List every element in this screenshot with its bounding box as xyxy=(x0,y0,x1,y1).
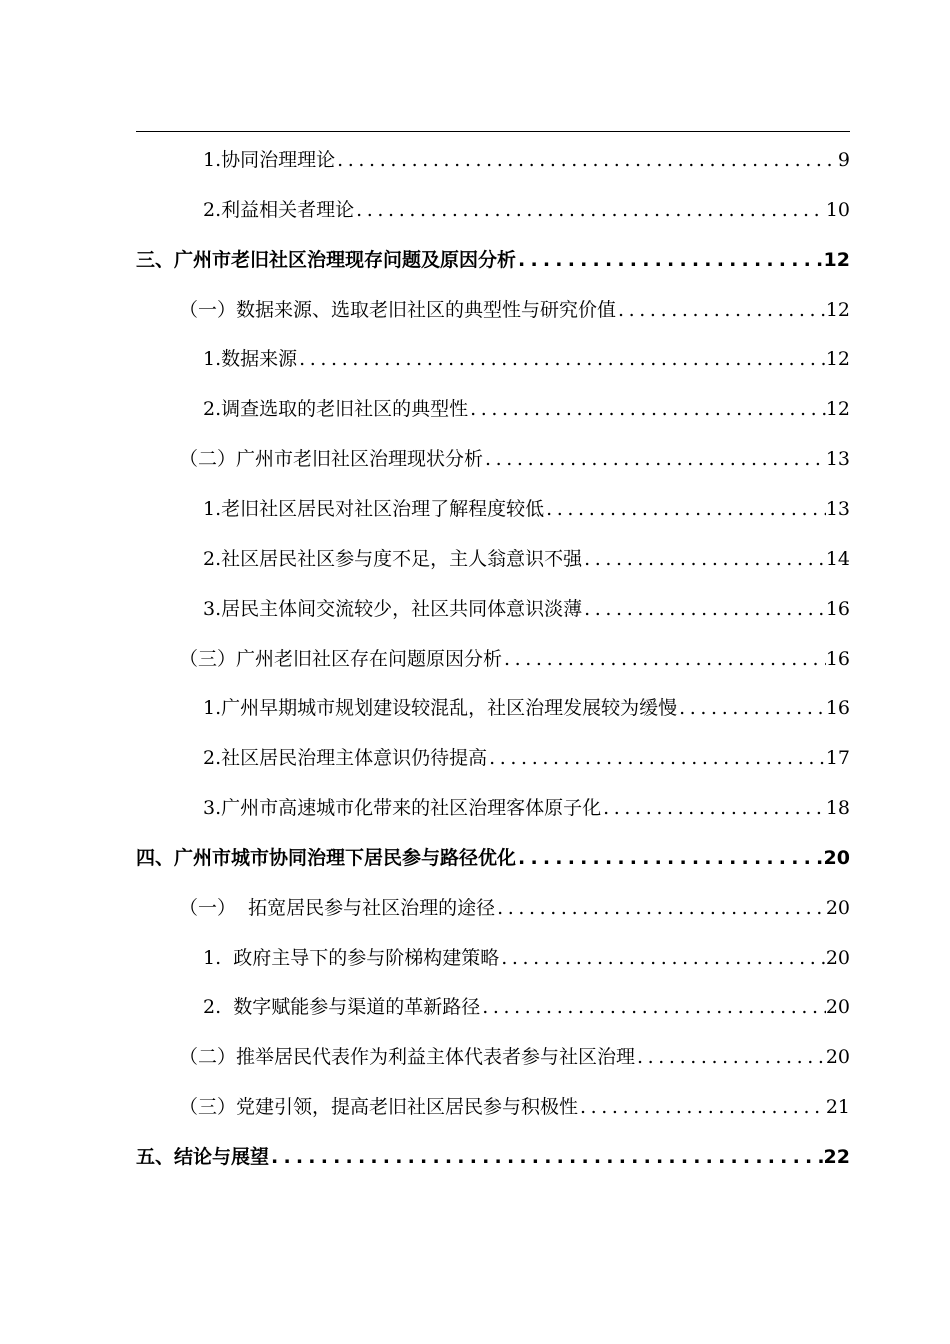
toc-entry-label: 1. 政府主导下的参与阶梯构建策略 xyxy=(203,947,500,969)
toc-entry-page: 12 xyxy=(825,299,850,321)
toc-entry-label: 1.数据来源 xyxy=(203,348,298,370)
toc-entry-label: （一） 拓宽居民参与社区治理的途径 xyxy=(179,897,496,919)
toc-leader-dots xyxy=(578,1092,826,1122)
toc-chapter-entry[interactable] xyxy=(136,843,850,873)
toc-entry-label: （三）党建引领，提高老旧社区居民参与积极性 xyxy=(179,1096,579,1118)
toc-entry[interactable] xyxy=(203,793,850,823)
toc-chapter-entry[interactable] xyxy=(136,245,850,275)
toc-entry-label: 广州市老旧社区治理现存问题及原因分析 xyxy=(174,249,517,271)
toc-entry-label: （一）数据来源、选取老旧社区的典型性与研究价值 xyxy=(179,299,617,321)
toc-entry[interactable] xyxy=(203,943,850,973)
toc-leader-dots xyxy=(582,594,826,624)
toc-leader-dots xyxy=(616,295,826,325)
toc-chapter-entry[interactable] xyxy=(136,1142,850,1172)
toc-leader-dots xyxy=(468,394,826,424)
toc-entry-page: 12 xyxy=(823,249,850,271)
toc-leader-dots xyxy=(582,544,826,574)
toc-entry-label: 2.利益相关者理论 xyxy=(203,199,355,221)
toc-entry[interactable] xyxy=(203,195,850,225)
toc-entry-page: 14 xyxy=(825,548,850,570)
toc-leader-dots xyxy=(544,494,826,524)
toc-entry[interactable] xyxy=(179,893,850,923)
header-rule xyxy=(136,131,850,132)
toc-entry-page: 20 xyxy=(825,1046,850,1068)
toc-entry-page: 20 xyxy=(825,996,850,1018)
toc-entry-page: 16 xyxy=(825,648,850,670)
toc-leader-dots xyxy=(297,344,826,374)
toc-chapter-number: 四、 xyxy=(136,847,175,869)
toc-entry-label: 1.协同治理理论 xyxy=(203,149,336,171)
toc-entry-label: （二）广州市老旧社区治理现状分析 xyxy=(179,448,484,470)
toc-entry-label: 广州市城市协同治理下居民参与路径优化 xyxy=(174,847,517,869)
toc-entry[interactable] xyxy=(179,644,850,674)
toc-entry-page: 16 xyxy=(825,598,850,620)
toc-entry-page: 21 xyxy=(825,1096,850,1118)
toc-entry-page: 20 xyxy=(823,847,850,869)
toc-entry[interactable] xyxy=(203,394,850,424)
toc-leader-dots xyxy=(516,245,824,275)
toc-entry-label: （二）推举居民代表作为利益主体代表者参与社区治理 xyxy=(179,1046,636,1068)
toc-entry-page: 10 xyxy=(825,199,850,221)
toc-entry-page: 22 xyxy=(823,1146,850,1168)
toc-entry-page: 20 xyxy=(825,897,850,919)
toc-chapter-number: 五、 xyxy=(136,1146,175,1168)
toc-leader-dots xyxy=(502,644,826,674)
toc-entry[interactable] xyxy=(203,344,850,374)
toc-chapter-number: 三、 xyxy=(136,249,175,271)
toc-entry-page: 16 xyxy=(825,697,850,719)
toc-entry-label: 2.社区居民社区参与度不足，主人翁意识不强 xyxy=(203,548,583,570)
toc-entry-label: （三）广州老旧社区存在问题原因分析 xyxy=(179,648,503,670)
toc-entry-page: 13 xyxy=(825,498,850,520)
toc-leader-dots xyxy=(480,992,826,1022)
toc-entry[interactable] xyxy=(203,743,850,773)
toc-entry-page: 18 xyxy=(825,797,850,819)
toc-leader-dots xyxy=(335,145,838,175)
toc-leader-dots xyxy=(677,693,826,723)
toc-entry-label: 3.居民主体间交流较少，社区共同体意识淡薄 xyxy=(203,598,583,620)
toc-leader-dots xyxy=(499,943,826,973)
toc-entry-page: 13 xyxy=(825,448,850,470)
toc-leader-dots xyxy=(635,1042,826,1072)
toc-entry-label: 2.社区居民治理主体意识仍待提高 xyxy=(203,747,488,769)
toc-leader-dots xyxy=(354,195,826,225)
toc-entry-label: 1.广州早期城市规划建设较混乱，社区治理发展较为缓慢 xyxy=(203,697,678,719)
toc-leader-dots xyxy=(516,843,824,873)
toc-entry[interactable] xyxy=(203,145,850,175)
toc-entry[interactable] xyxy=(203,544,850,574)
toc-entry[interactable] xyxy=(179,295,850,325)
toc-leader-dots xyxy=(487,743,826,773)
toc-entry-label: 3.广州市高速城市化带来的社区治理客体原子化 xyxy=(203,797,602,819)
toc-entry-page: 20 xyxy=(825,947,850,969)
toc-entry-page: 9 xyxy=(837,149,850,171)
toc-leader-dots xyxy=(483,444,826,474)
toc-entry[interactable] xyxy=(179,1092,850,1122)
toc-entry[interactable] xyxy=(203,594,850,624)
toc-entry[interactable] xyxy=(179,444,850,474)
toc-entry[interactable] xyxy=(179,1042,850,1072)
toc-leader-dots xyxy=(601,793,826,823)
toc-entry[interactable] xyxy=(203,693,850,723)
toc-entry-label: 2. 数字赋能参与渠道的革新路径 xyxy=(203,996,481,1018)
toc-entry-page: 12 xyxy=(825,348,850,370)
toc-entry-label: 结论与展望 xyxy=(174,1146,270,1168)
toc-entry-page: 12 xyxy=(825,398,850,420)
toc-entry[interactable] xyxy=(203,494,850,524)
toc-entry[interactable] xyxy=(203,992,850,1022)
toc-entry-label: 2.调查选取的老旧社区的典型性 xyxy=(203,398,469,420)
toc-leader-dots xyxy=(495,893,826,923)
toc-leader-dots xyxy=(269,1142,824,1172)
toc-entry-page: 17 xyxy=(825,747,850,769)
toc-entry-label: 1.老旧社区居民对社区治理了解程度较低 xyxy=(203,498,545,520)
